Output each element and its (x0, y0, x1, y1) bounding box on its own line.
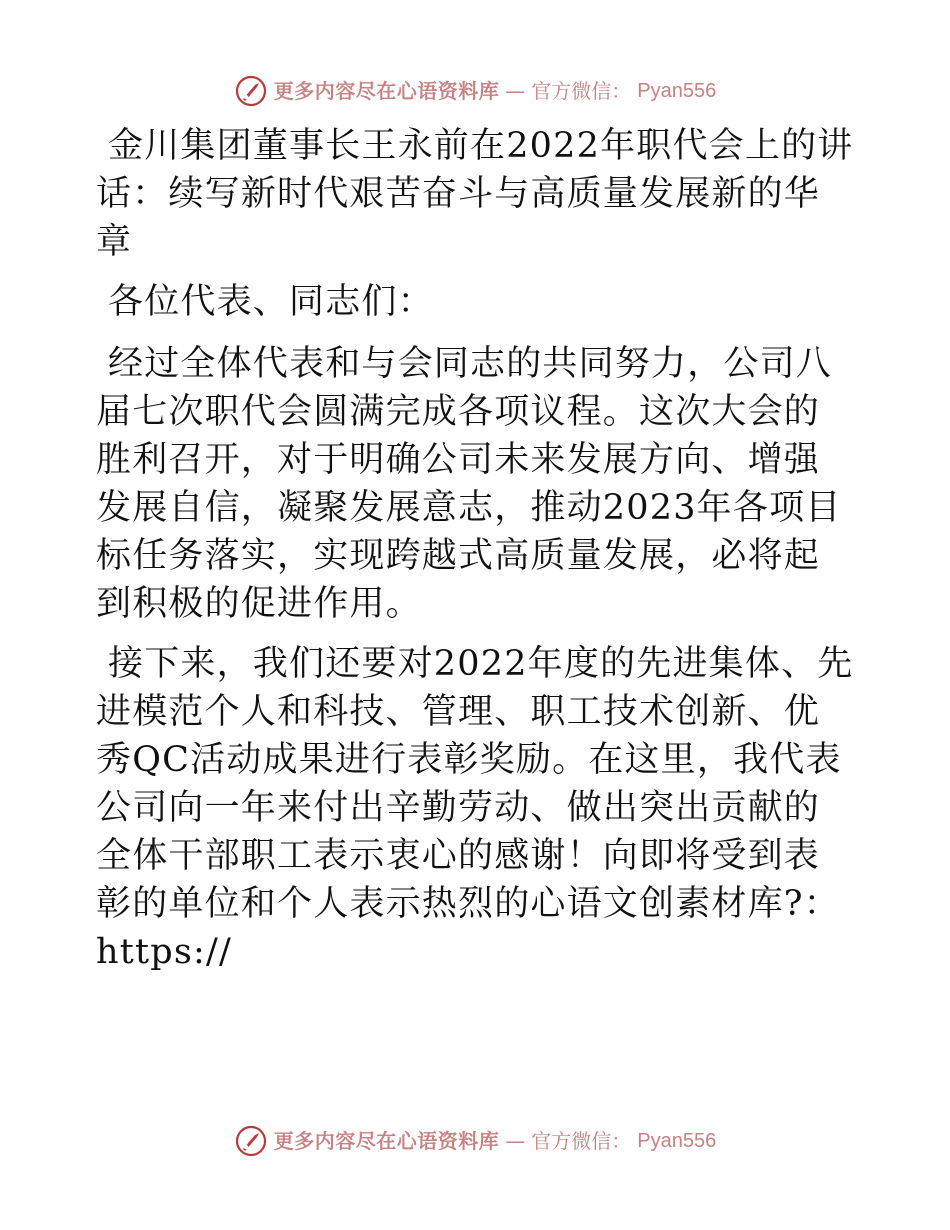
pen-nib-logo-icon (234, 1124, 268, 1158)
pen-nib-logo-icon (234, 74, 268, 108)
salutation: 各位代表、同志们： (108, 282, 434, 322)
watermark-official-label: 官方微信： (531, 79, 632, 103)
paragraph-2: 接下来，我们还要对2022年度的先进集体、先进模范个人和科技、管理、职工技术创新、优秀QC活动成果进行表彰奖励。在这里，我代表公司向一年来付出辛勤劳动、做出突出贡献的全体干部职工表示衷心的感谢！向即将受到表彰的单位和个人表示热烈的心语文创素材库?：https:// (96, 644, 854, 972)
watermark-official-label: 官方微信： (531, 1129, 632, 1153)
watermark-wechat-id: Pyan556 (637, 80, 717, 102)
paragraph-1: 经过全体代表和与会同志的共同努力，公司八届七次职代会圆满完成各项议程。这次大会的胜利召开，对于明确公司未来发展方向、增强发展自信，凝聚发展意志，推动2023年各项目标任务落实，实现跨越式高质量发展，必将起到积极的促进作用。 (96, 344, 842, 624)
watermark-wechat-id: Pyan556 (637, 1130, 717, 1152)
document-title-line2: 话：续写新时代艰苦奋斗与高质量发展新的华章 (96, 174, 821, 262)
watermark-footer (0, 1124, 950, 1158)
document-body (96, 122, 856, 988)
watermark-header (0, 74, 950, 108)
document-title-line1: 金川集团董事长王永前在2022年职代会上的讲 (108, 126, 854, 166)
watermark-dash: — (505, 1129, 526, 1153)
watermark-dash: — (505, 79, 526, 103)
watermark-main-text: 更多内容尽在心语资料库 (273, 1129, 500, 1153)
watermark-main-text: 更多内容尽在心语资料库 (273, 79, 500, 103)
document-title (96, 122, 856, 266)
